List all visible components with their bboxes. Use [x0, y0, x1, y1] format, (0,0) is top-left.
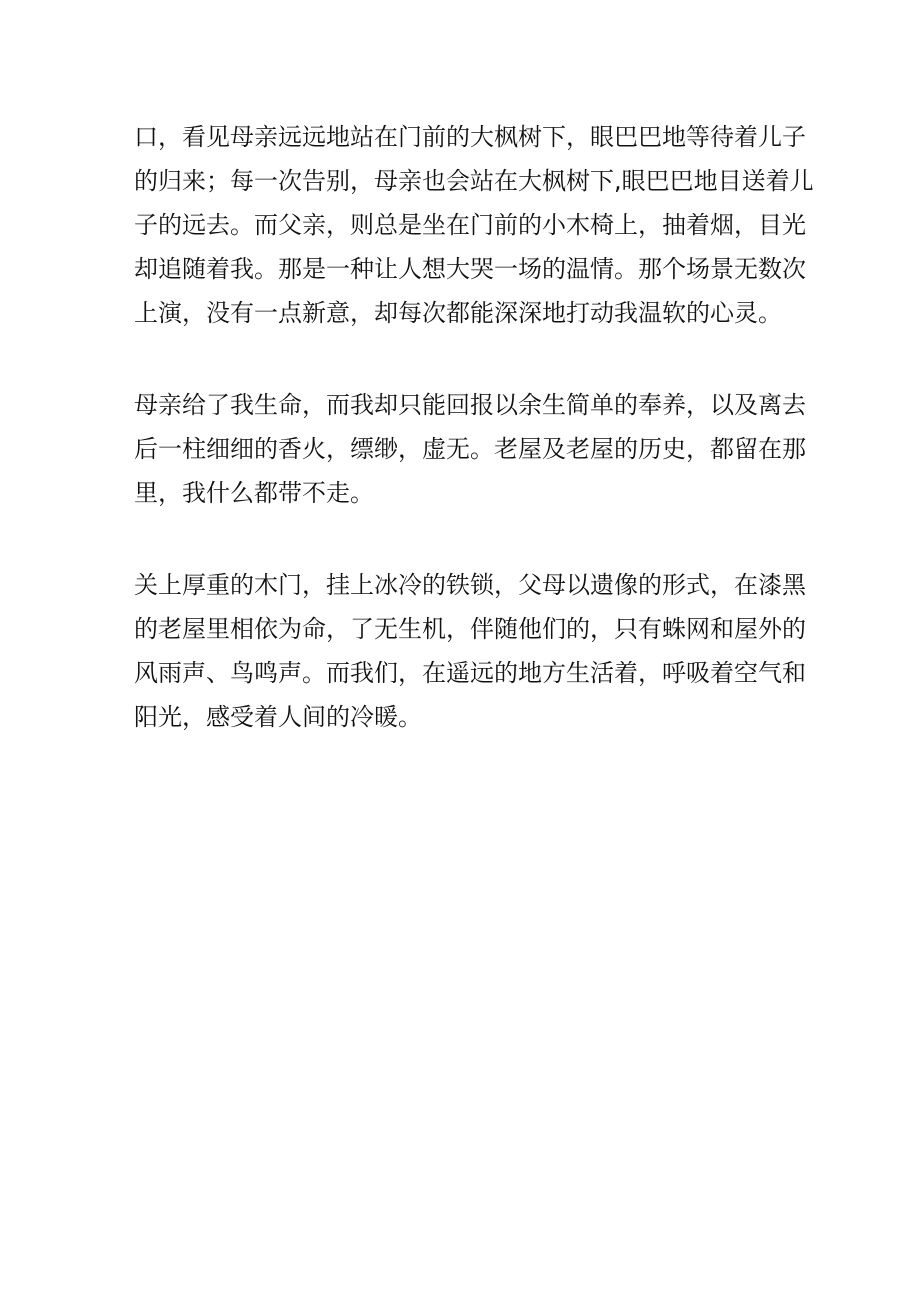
text-line: 里，我什么都带不走。 [134, 479, 374, 507]
text-line: 的老屋里相依为命，了无生机，伴随他们的，只有蛛网和屋外的 [134, 615, 806, 643]
text-line: 风雨声、鸟鸣声。而我们，在遥远的地方生活着，呼吸着空气和 [134, 659, 806, 687]
paragraph-2 [134, 383, 806, 515]
text-line: 关上厚重的木门，挂上冰冷的铁锁，父母以遗像的形式，在漆黑 [134, 571, 806, 599]
text-line: 阳光，感受着人间的冷暖。 [134, 703, 422, 731]
text-line: 口，看见母亲远远地站在门前的大枫树下，眼巴巴地等待着儿子 [134, 123, 806, 151]
body-text [134, 115, 814, 787]
text-line: 母亲给了我生命，而我却只能回报以余生简单的奉养，以及离去 [134, 391, 806, 419]
text-line: 后一柱细细的香火，缥缈，虚无。老屋及老屋的历史，都留在那 [134, 435, 806, 463]
text-line: 的归来；每一次告别，母亲也会站在大枫树下,眼巴巴地目送着儿 [134, 167, 814, 195]
text-line: 上演，没有一点新意，却每次都能深深地打动我温软的心灵。 [134, 299, 782, 327]
paragraph-1 [134, 115, 814, 335]
text-line: 却追随着我。那是一种让人想大哭一场的温情。那个场景无数次 [134, 255, 806, 283]
paragraph-3 [134, 563, 806, 739]
text-line: 子的远去。而父亲，则总是坐在门前的小木椅上，抽着烟，目光 [134, 211, 806, 239]
